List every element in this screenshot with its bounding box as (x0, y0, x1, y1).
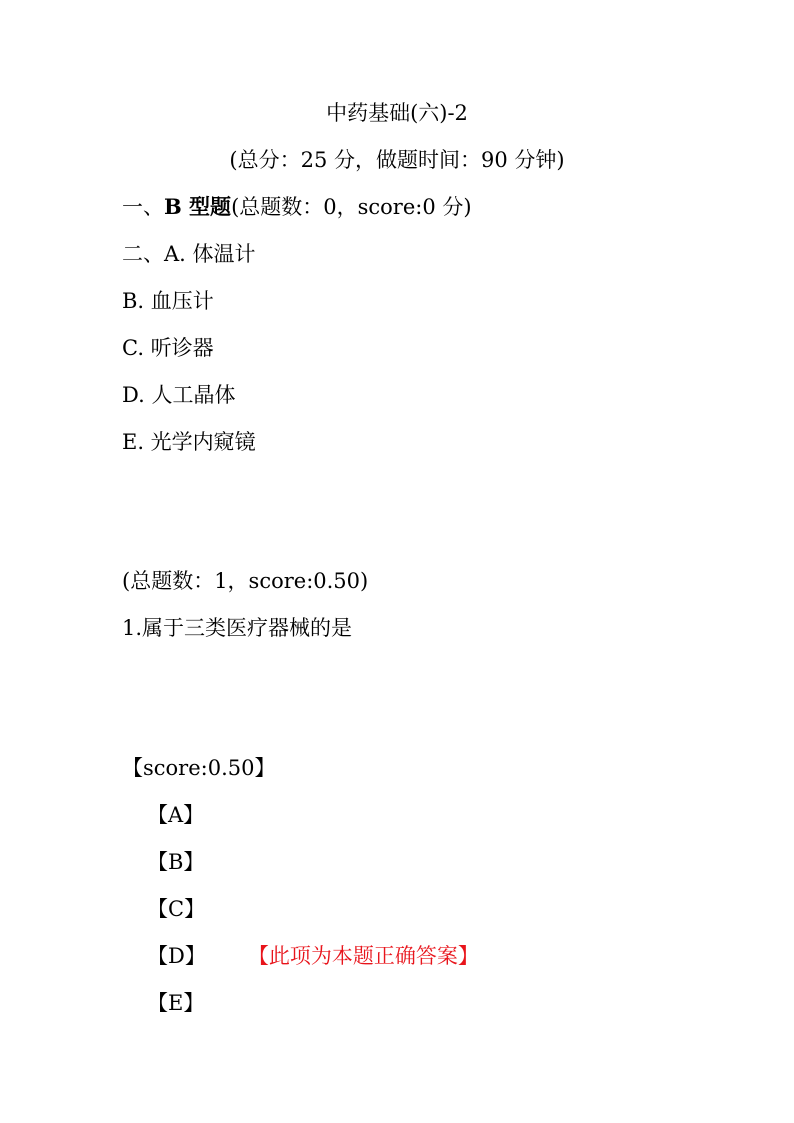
option-line-b: B. 血压计 (122, 289, 214, 313)
answer-score: 【score:0.50】 (122, 756, 276, 780)
document-subtitle: (总分：25 分，做题时间：90 分钟) (229, 148, 565, 172)
section-1-info: (总题数：0，score:0 分) (231, 195, 472, 219)
option-line-e: E. 光学内窥镜 (122, 430, 256, 454)
answer-choice-a: 【A】 (147, 803, 205, 827)
answer-choice-d: 【D】 (147, 944, 206, 968)
answer-choice-c: 【C】 (147, 897, 206, 921)
option-line-c: C. 听诊器 (122, 336, 214, 360)
section-1-title: B 型题 (164, 194, 232, 219)
option-line-a: 二、A. 体温计 (122, 242, 256, 266)
section-1-prefix: 一、 (122, 195, 164, 219)
group-info: (总题数：1，score:0.50) (122, 569, 369, 593)
answer-choice-b: 【B】 (147, 850, 205, 874)
option-line-d: D. 人工晶体 (122, 383, 236, 407)
answer-choice-e: 【E】 (147, 991, 205, 1015)
answer-choice-d-row (147, 942, 479, 970)
document-title: 中药基础(六)-2 (326, 101, 468, 125)
section-1-heading (122, 193, 472, 221)
correct-answer-mark: 【此项为本题正确答案】 (247, 944, 479, 968)
question-text: 1.属于三类医疗器械的是 (122, 616, 353, 640)
